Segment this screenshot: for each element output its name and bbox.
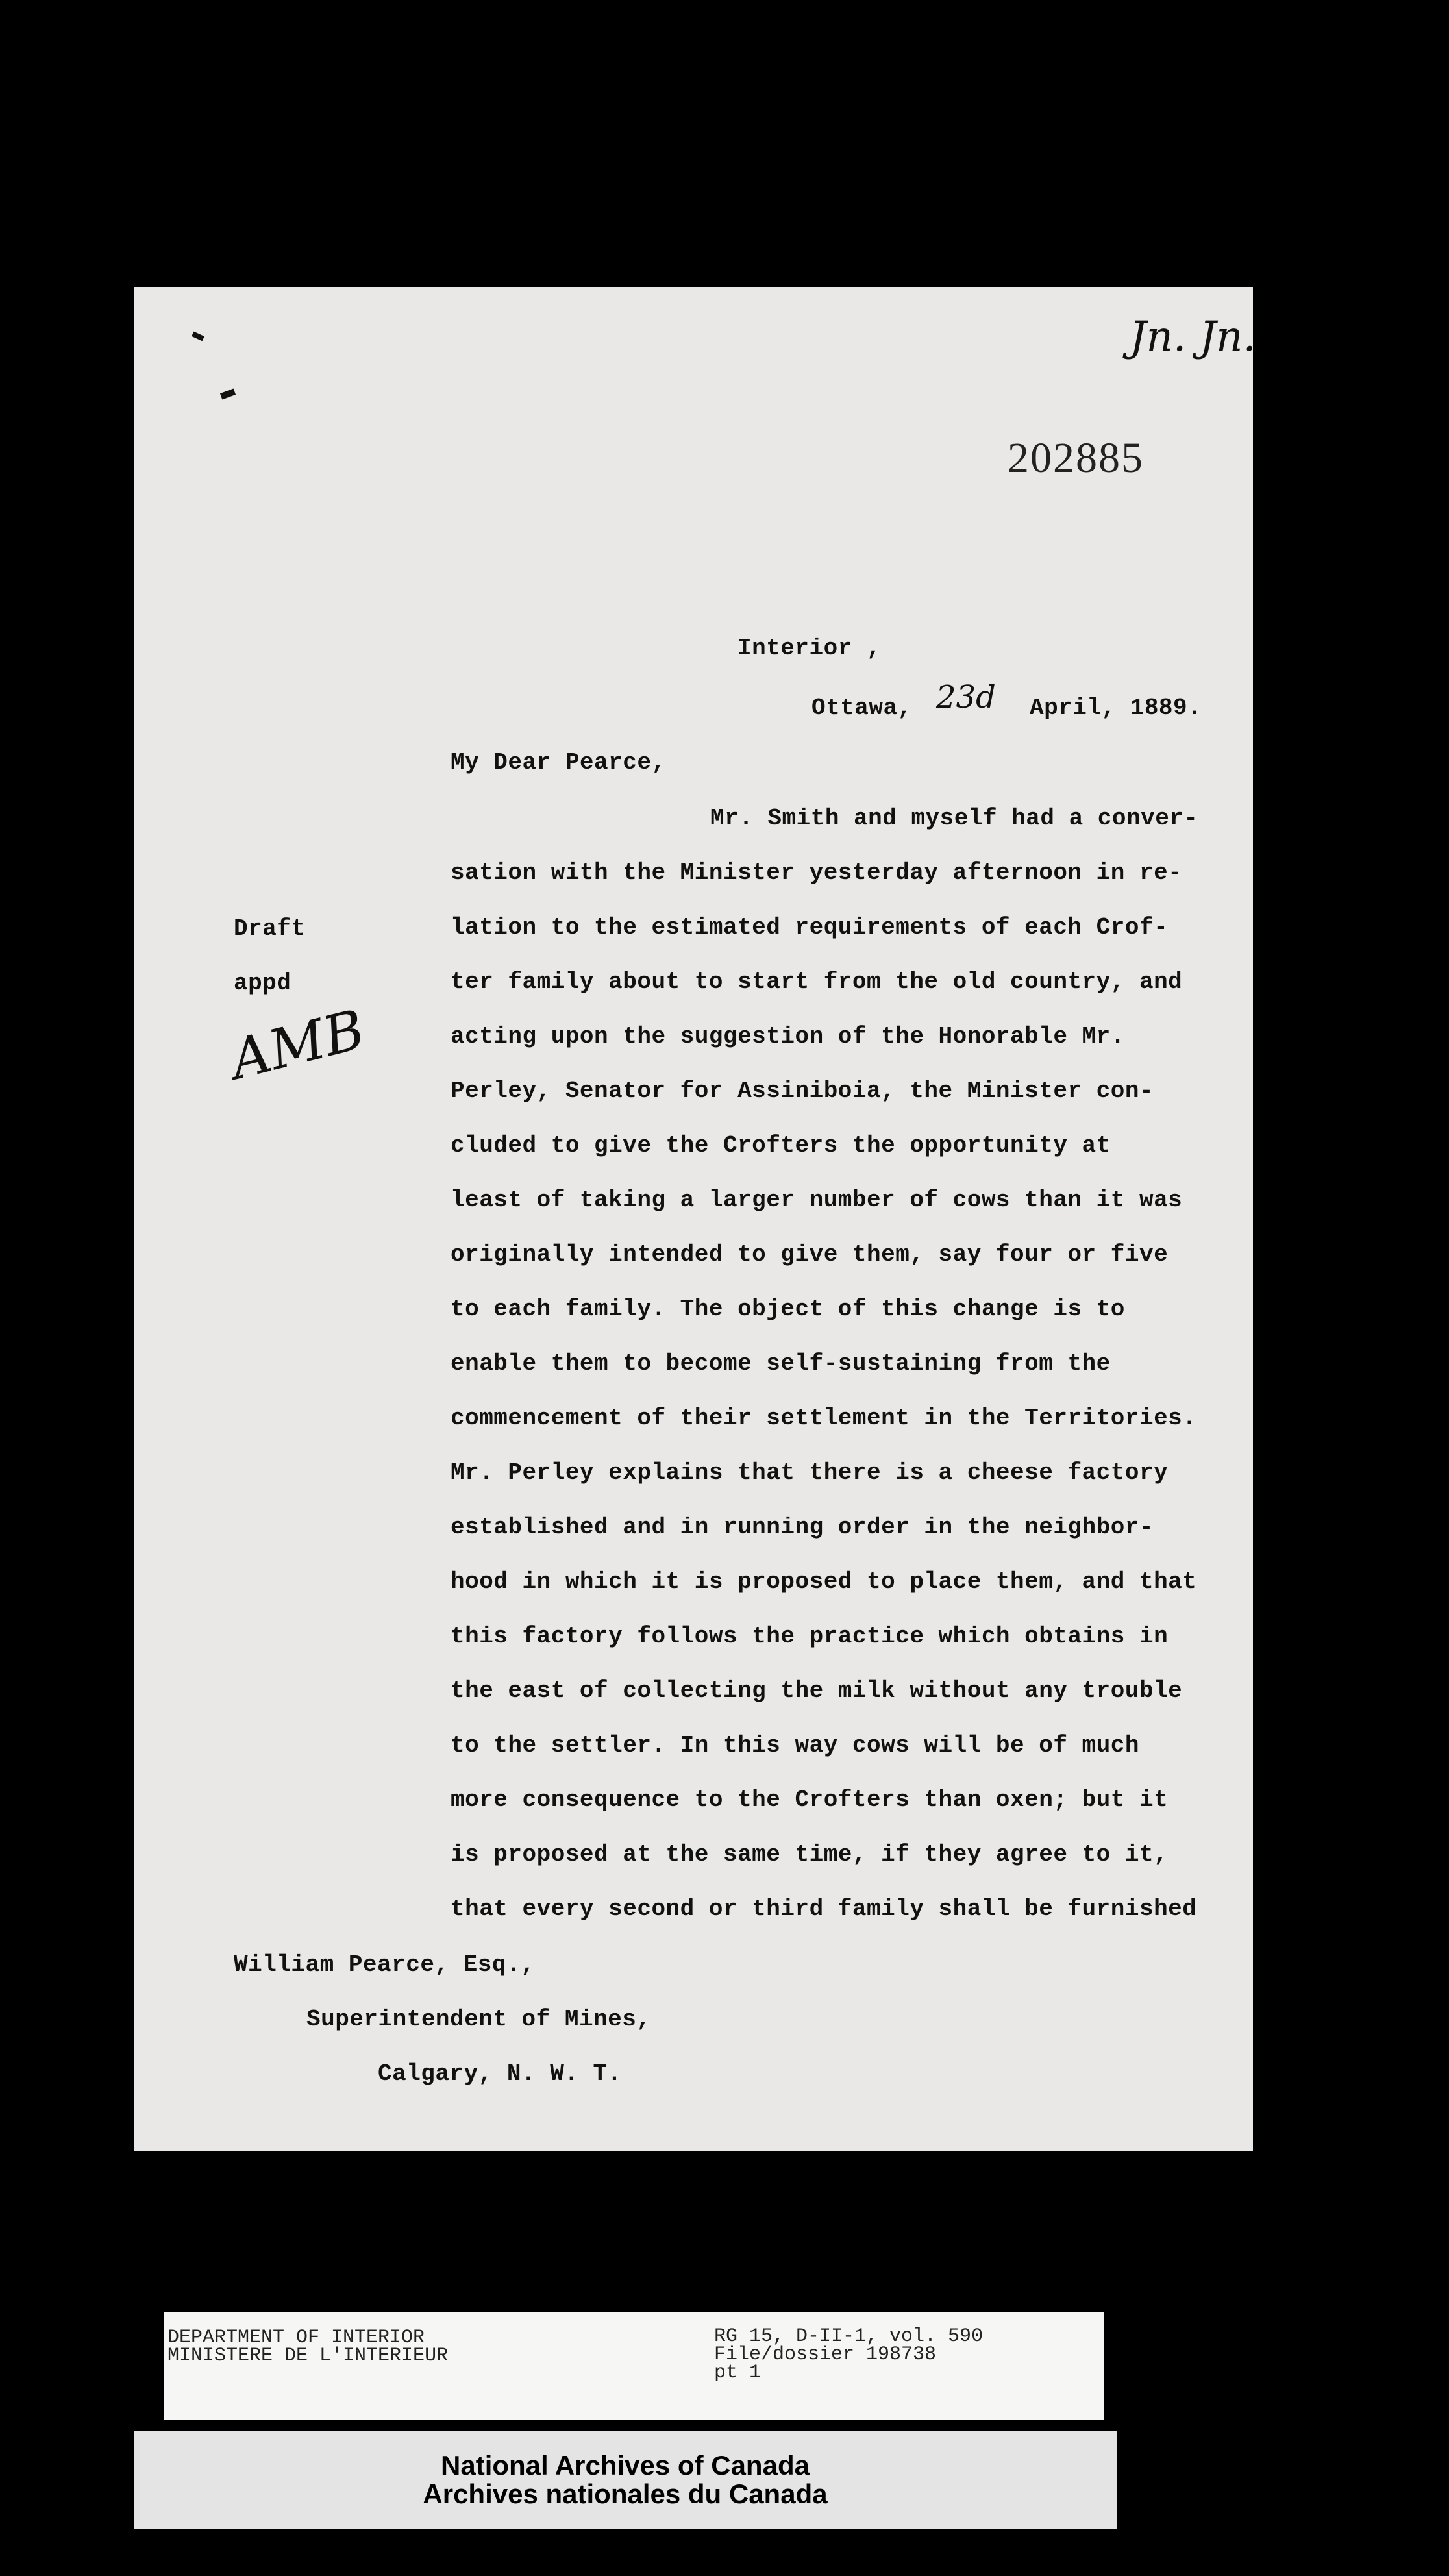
body-line: that every second or third family shall be furnished	[451, 1896, 1197, 1922]
body-line: is proposed at the same time, if they agree to it,	[451, 1841, 1169, 1868]
letter-page	[134, 287, 1256, 2151]
corner-initials: Jn. Jn.	[1130, 313, 1256, 361]
record-group-reference: RG 15, D-II-1, vol. 590	[714, 2325, 984, 2347]
body-line: acting upon the suggestion of the Honorable Mr.	[451, 1023, 1125, 1050]
dateline-day: 23d	[936, 679, 996, 715]
archives-banner	[134, 2431, 1117, 2529]
body-line: enable them to become self-sustaining from the	[451, 1350, 1111, 1377]
department-heading: Interior ,	[737, 635, 882, 662]
archives-name-french: Archives nationales du Canada	[423, 2479, 828, 2509]
body-line: the east of collecting the milk without any trouble	[451, 1678, 1183, 1704]
file-dossier-reference: File/dossier 198738	[714, 2344, 937, 2366]
body-line: Mr. Smith and myself had a conver-	[710, 805, 1198, 832]
addressee-name: William Pearce, Esq.,	[234, 1951, 536, 1978]
dateline-place: Ottawa,	[811, 695, 912, 721]
body-line: this factory follows the practice which obtains in	[451, 1623, 1169, 1650]
margin-initials-signature: AMB	[224, 997, 371, 1092]
body-line: more consequence to the Crofters than oxen; but it	[451, 1787, 1169, 1813]
department-french: MINISTERE DE L'INTERIEUR	[167, 2345, 449, 2367]
margin-note-approved: appd	[234, 970, 291, 997]
body-line: established and in running order in the neighbor-	[451, 1514, 1154, 1541]
body-line: least of taking a larger number of cows than it was	[451, 1187, 1183, 1213]
body-line: lation to the estimated requirements of each Crof-	[451, 914, 1169, 941]
salutation: My Dear Pearce,	[451, 749, 666, 776]
body-line: sation with the Minister yesterday afternoon in re-	[451, 860, 1183, 886]
body-line: hood in which it is proposed to place them, and that	[451, 1568, 1197, 1595]
addressee-title: Superintendent of Mines,	[306, 2006, 651, 2033]
department-english: DEPARTMENT OF INTERIOR	[167, 2327, 425, 2349]
archives-name-english: National Archives of Canada	[441, 2450, 810, 2481]
addressee-place: Calgary, N. W. T.	[378, 2061, 622, 2087]
dateline-month-year: April, 1889.	[1030, 695, 1202, 721]
margin-note-draft: Draft	[234, 915, 306, 942]
part-reference: pt 1	[714, 2362, 762, 2384]
margin-tick-mark	[220, 389, 236, 400]
body-line: originally intended to give them, say four or five	[451, 1241, 1169, 1268]
body-line: to each family. The object of this change is to	[451, 1296, 1125, 1322]
body-line: Perley, Senator for Assiniboia, the Minister con-	[451, 1078, 1154, 1104]
body-line: commencement of their settlement in the Territories.	[451, 1405, 1197, 1431]
body-line: Mr. Perley explains that there is a cheese factory	[451, 1459, 1169, 1486]
file-number-stamp: 202885	[1008, 434, 1144, 482]
body-line: cluded to give the Crofters the opportunity at	[451, 1132, 1111, 1159]
body-line: to the settler. In this way cows will be of much	[451, 1732, 1139, 1759]
archival-reference-label	[164, 2312, 1104, 2420]
margin-tick-mark	[192, 332, 204, 341]
body-line: ter family about to start from the old country, and	[451, 969, 1183, 995]
